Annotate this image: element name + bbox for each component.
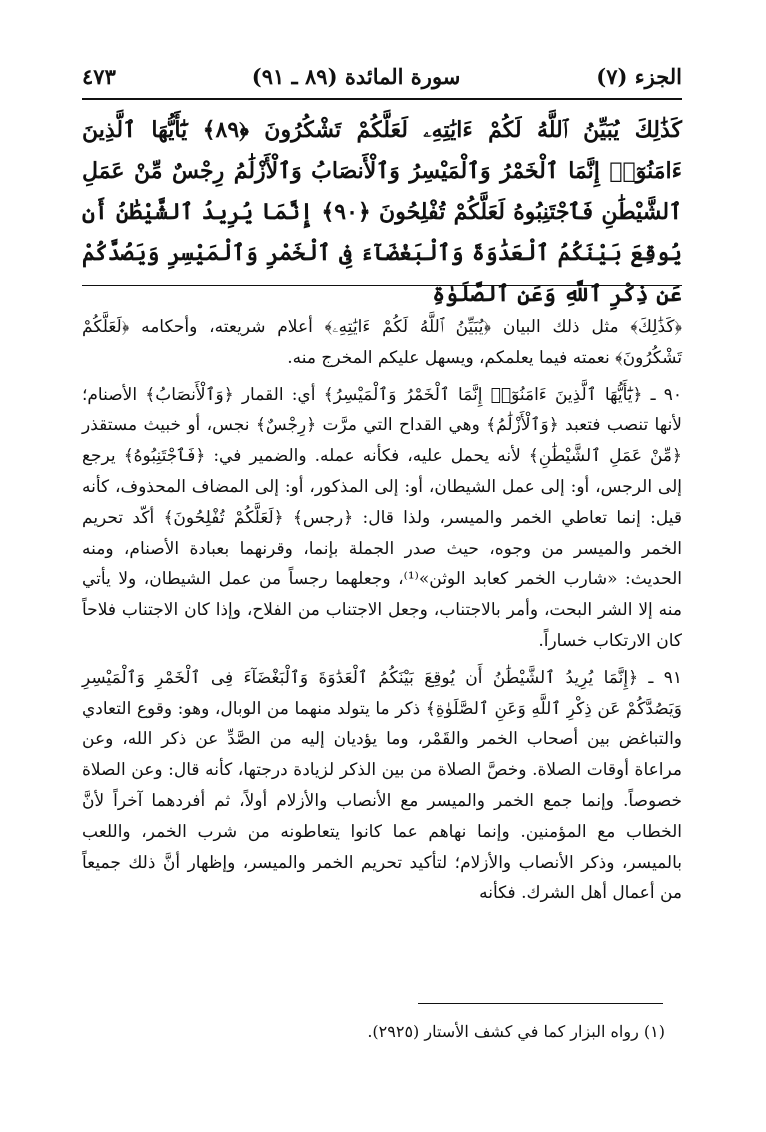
quran-verses: كَذَٰلِكَ يُبَيِّنُ ٱللَّهُ لَكُمْ ءَايَٰتِهِۦ لَعَلَّكُمْ تَشْكُرُونَ ﴿٨٩﴾ يَٰٓأَيُّهَا ٱلَّذِينَ ءَامَنُوٓا۟ إِنَّمَا ٱلْخَمْرُ وَٱلْمَيْسِرُ وَٱلْأَنصَابُ وَٱلْأَزْلَٰمُ رِجْسٌ مِّنْ عَمَلِ ٱلشَّيْطَٰنِ فَٱجْتَنِبُوهُ لَعَلَّكُمْ تُفْلِحُونَ ﴿٩٠﴾ إِنَّمَا يُرِيدُ ٱلشَّيْطَٰنُ أَن يُوقِعَ بَيْنَكُمُ ٱلْعَدَٰوَةَ وَٱلْبَغْضَآءَ فِى ٱلْخَمْرِ وَٱلْمَيْسِرِ وَيَصُدَّكُمْ عَن ذِكْرِ ٱللَّهِ وَعَنِ ٱلصَّلَوٰةِ: [82, 117, 682, 307]
running-header: [82, 56, 682, 96]
footnote-separator: [418, 1003, 663, 1004]
header-rule: [82, 98, 682, 100]
commentary-paragraph-89: ﴿كَذَٰلِكَ﴾ مثل ذلك البيان ﴿يُبَيِّنُ ٱللَّهُ لَكُمْ ءَايَٰتِهِۦ﴾ أعلام شريعته، وأحكامه ﴿لَعَلَّكُمْ تَشْكُرُونَ﴾ نعمته فيما يعلمكم، ويسهل عليكم المخرج منه.: [82, 317, 682, 368]
verses-separator-rule: [82, 285, 682, 286]
page-number: ٤٧٣: [82, 63, 116, 89]
surah-title: سورة المائدة (٨٩ ـ ٩١): [251, 63, 461, 89]
commentary-paragraph-90: ٩٠ ـ ﴿يَٰٓأَيُّهَا ٱلَّذِينَ ءَامَنُوٓا۟ إِنَّمَا ٱلْخَمْرُ وَٱلْمَيْسِرُ﴾ أي: القمار ﴿وَٱلْأَنصَابُ﴾ الأصنام؛ لأنها تنصب فتعبد ﴿وَٱلْأَزْلَٰمُ﴾ وهي القداح التي مرَّت ﴿رِجْسٌ﴾ نجس، أو خبيث مستقذر ﴿مِّنْ عَمَلِ ٱلشَّيْطَٰنِ﴾ لأنه يحمل عليه، فكأنه عمله. والضمير في: ﴿فَٱجْتَنِبُوهُ﴾ يرجع إلى الرجس، أو: إلى عمل الشيطان، أو: إلى المذكور، أو: إلى المضاف المحذوف، كأنه قيل: إنما تعاطي الخمر والميسر، ولذا قال: ﴿رجس﴾ ﴿لَعَلَّكُمْ تُفْلِحُونَ﴾ أكّد تحريم الخمر والميسر من وجوه، حيث صدر الجملة بإنما، وقرنهما بعبادة الأصنام، ومنه الحديث: «شارب الخمر كعابد الوثن»⁽¹⁾، وجعلهما رجساً من عمل الشيطان، ولا يأتي منه إلا الشر البحت، وأمر بالاجتناب، وجعل الاجتناب من الفلاح، وإذا كان الاجتناب فلاحاً كان الارتكاب خساراً.: [82, 384, 682, 651]
footnote: (١) رواه البزار كما في كشف الأستار (٢٩٢٥).: [367, 1022, 665, 1041]
juz-label: الجزء (٧): [596, 63, 682, 89]
commentary: [82, 312, 682, 909]
commentary-paragraph-91: ٩١ ـ ﴿إِنَّمَا يُرِيدُ ٱلشَّيْطَٰنُ أَن يُوقِعَ بَيْنَكُمُ ٱلْعَدَٰوَةَ وَٱلْبَغْضَآءَ فِى ٱلْخَمْرِ وَٱلْمَيْسِرِ وَيَصُدَّكُمْ عَن ذِكْرِ ٱللَّهِ وَعَنِ ٱلصَّلَوٰةِ﴾ ذكر ما يتولد منهما من الوبال، وهو: وقوع التعادي والتباغض بين أصحاب الخمر والقَمْر، وما يؤديان إليه من الصَّدِّ عن ذكر الله، وعن مراعاة أوقات الصلاة. وخصَّ الصلاة من بين الذكر لزيادة درجتها، كأنه قال: وعن الصلاة خصوصاً. وإنما جمع الخمر والميسر مع الأنصاب والأزلام أولاً، ثم أفردهما آخراً لأنَّ الخطاب مع المؤمنين. وإنما نهاهم عما كانوا يتعاطونه من شرب الخمر، واللعب بالميسر، وذكر الأنصاب والأزلام؛ لتأكيد تحريم الخمر والميسر، وإظهار أنَّ ذلك جميعاً من أعمال أهل الشرك. فكأنه: [82, 667, 682, 904]
